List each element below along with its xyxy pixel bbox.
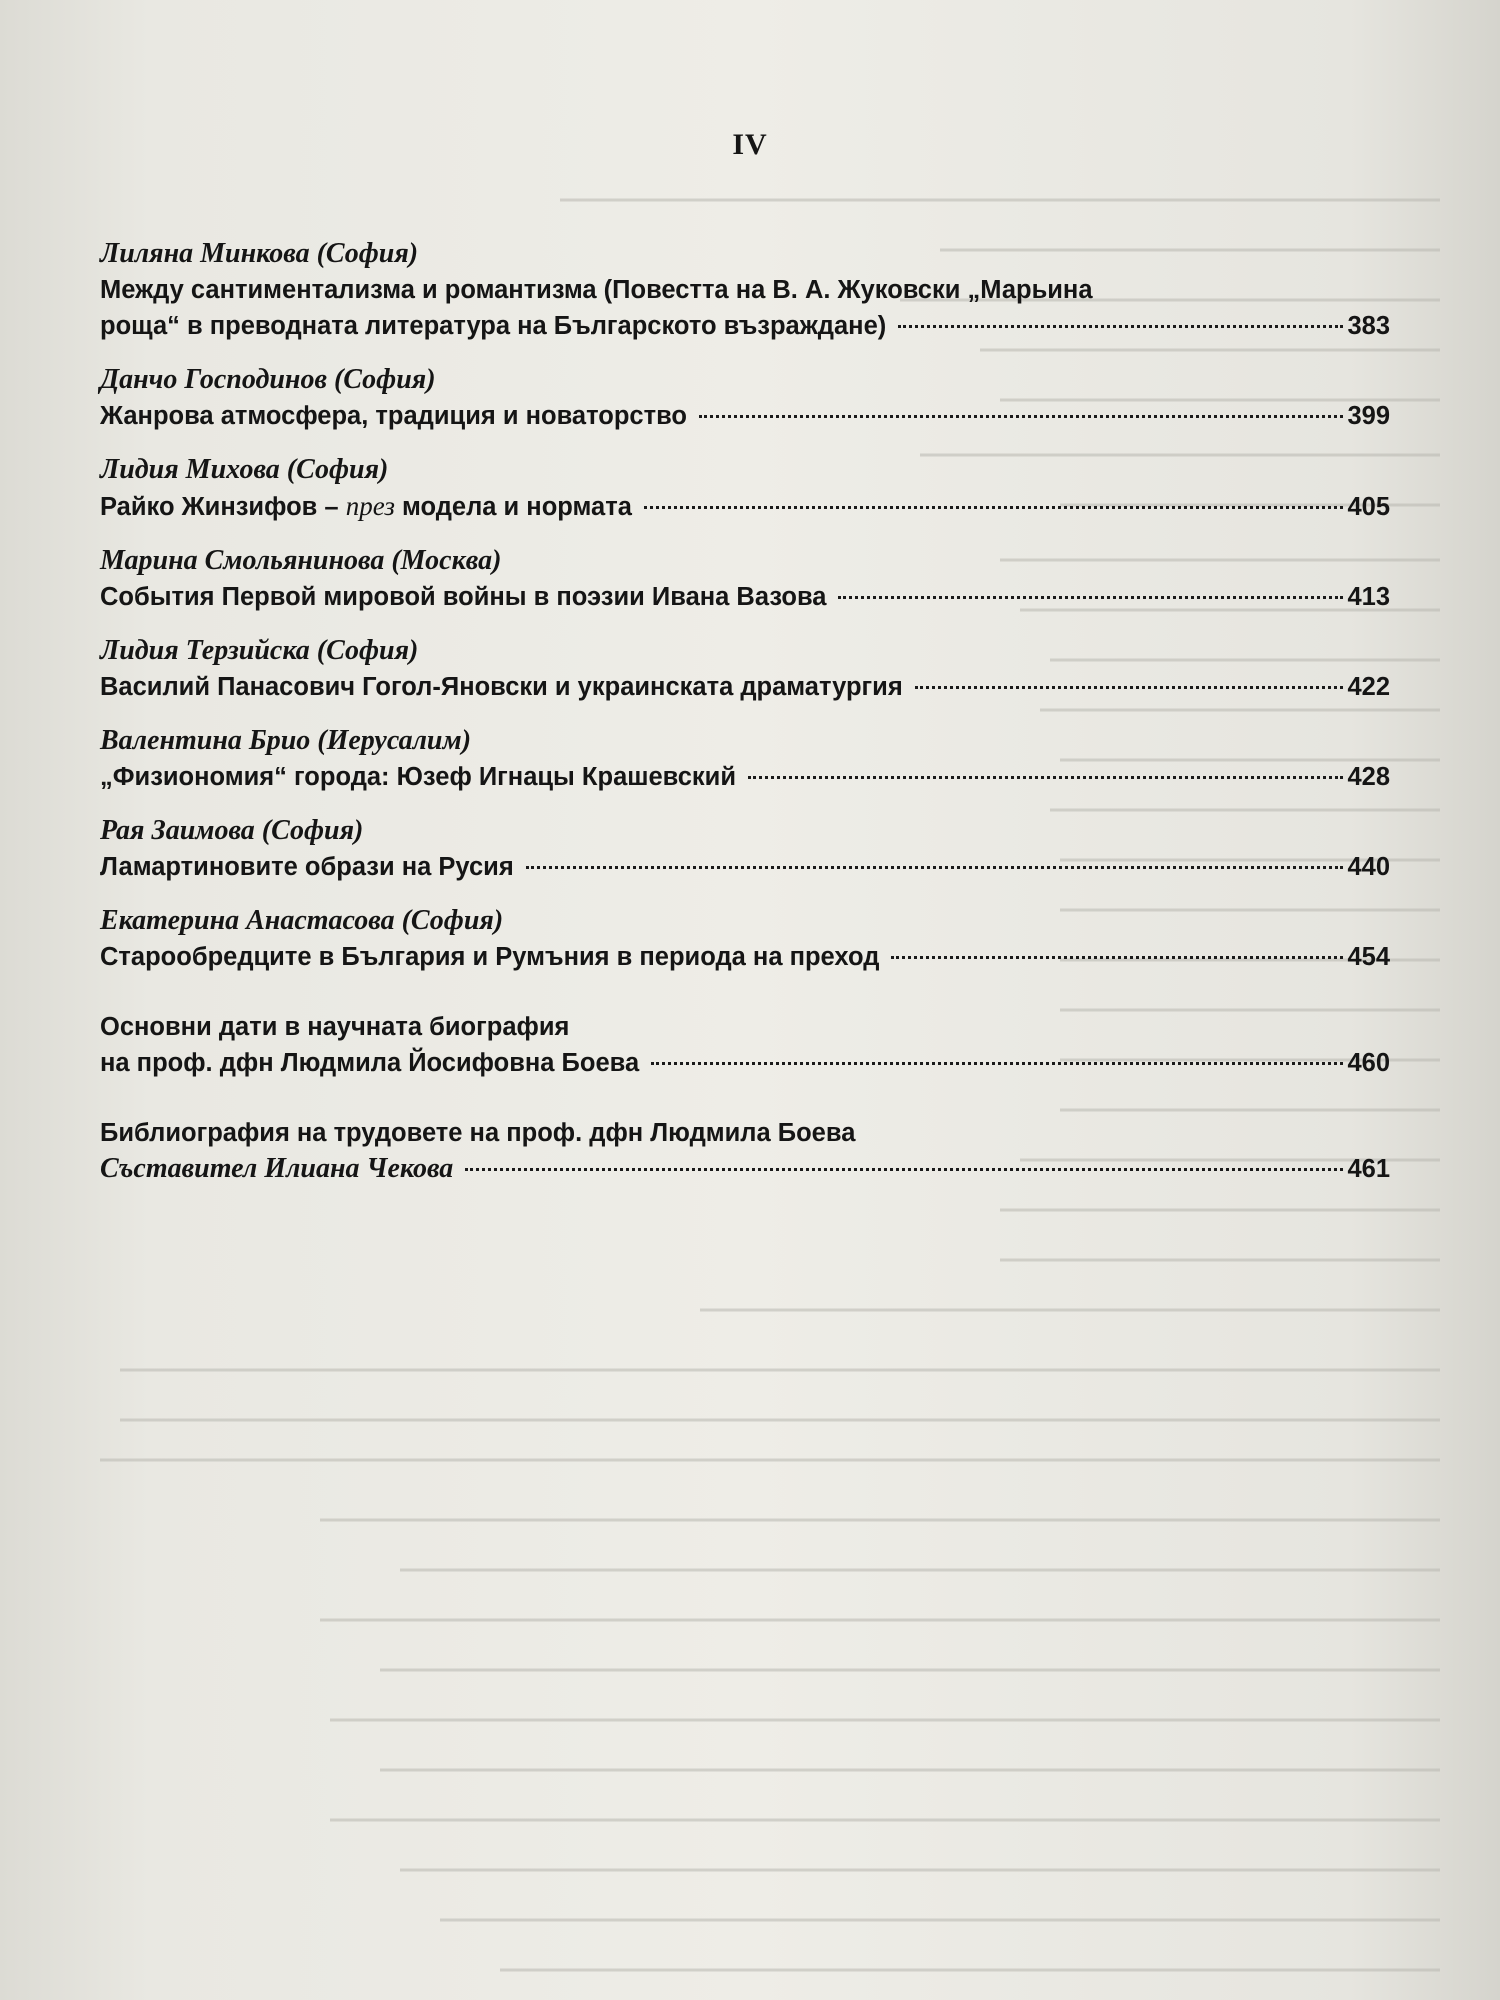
dot-leader xyxy=(465,1168,1343,1171)
page-number: 428 xyxy=(1347,763,1390,791)
entry-row xyxy=(100,308,1390,344)
toc-entry xyxy=(100,813,1390,885)
title-italic-part: през xyxy=(345,491,395,521)
entry-row xyxy=(100,1151,1390,1187)
toc-entry xyxy=(100,362,1390,434)
toc-entry xyxy=(100,452,1390,525)
page-number: 440 xyxy=(1347,853,1390,881)
section-heading: IV xyxy=(732,128,768,161)
entry-title: „Физиономия“ города: Юзеф Игнацы Крашевский xyxy=(100,763,737,791)
dot-leader xyxy=(699,415,1343,418)
entry-author: Екатерина Анастасова (София) xyxy=(100,905,504,936)
entry-row xyxy=(100,398,1390,434)
page-number: 422 xyxy=(1347,673,1390,701)
toc-entry-bibliography xyxy=(100,1115,1390,1187)
page-number: 413 xyxy=(1347,583,1390,611)
entry-author: Данчо Господинов (София) xyxy=(100,364,436,395)
entry-title: Ламартиновите образи на Русия xyxy=(100,853,514,881)
page-number: 399 xyxy=(1347,402,1390,430)
entry-author: Рая Заимова (София) xyxy=(100,815,364,846)
entry-title xyxy=(100,488,632,525)
toc-entry xyxy=(100,723,1390,795)
title-part: модела и нормата xyxy=(394,493,632,521)
entry-title: Между сантиментализма и романтизма (Повестта на В. А. Жуковски „Марьина xyxy=(100,276,1093,304)
entry-author: Валентина Брио (Иерусалим) xyxy=(100,725,472,756)
entry-title: Жанрова атмосфера, традиция и новаторство xyxy=(100,402,687,430)
toc-entry xyxy=(100,543,1390,615)
entry-author: Марина Смольянинова (Москва) xyxy=(100,545,502,576)
entry-row xyxy=(100,1045,1390,1081)
page-number: 460 xyxy=(1347,1049,1390,1077)
entry-row xyxy=(100,669,1390,705)
entry-row xyxy=(100,579,1390,615)
entry-title: События Первой мировой войны в поэзии Ивана Вазова xyxy=(100,583,827,611)
dates-title: Основни дати в научната биография xyxy=(100,1013,570,1041)
dot-leader xyxy=(651,1062,1343,1065)
dot-leader xyxy=(644,506,1344,509)
dot-leader xyxy=(898,325,1343,328)
toc-entry xyxy=(100,236,1390,344)
dot-leader xyxy=(838,596,1343,599)
entry-row xyxy=(100,849,1390,885)
entry-row xyxy=(100,939,1390,975)
title-part: Райко Жинзифов – xyxy=(100,493,346,521)
table-of-contents xyxy=(100,236,1390,1205)
entry-author: Лидия Михова (София) xyxy=(100,454,389,485)
toc-entry xyxy=(100,633,1390,705)
page-number: 405 xyxy=(1347,493,1390,521)
entry-row xyxy=(100,759,1390,795)
entry-title: Василий Панасович Гогол-Яновски и украинската драматургия xyxy=(100,673,903,701)
dot-leader xyxy=(748,776,1343,779)
dot-leader xyxy=(915,686,1344,689)
page-number: 383 xyxy=(1347,312,1390,340)
bibliography-compiler: Съставител Илиана Чекова xyxy=(100,1153,454,1184)
page-number: 461 xyxy=(1347,1155,1390,1183)
entry-title-cont: роща“ в преводната литература на Българското възраждане) xyxy=(100,312,887,340)
bibliography-title: Библиография на трудовете на проф. дфн Людмила Боева xyxy=(100,1119,856,1147)
entry-author: Лиляна Минкова (София) xyxy=(100,238,419,269)
dot-leader xyxy=(891,956,1343,959)
toc-entry-dates xyxy=(100,1009,1390,1081)
toc-entry xyxy=(100,903,1390,975)
entry-row xyxy=(100,488,1390,525)
entry-author: Лидия Терзийска (София) xyxy=(100,635,419,666)
dates-title-cont: на проф. дфн Людмила Йосифовна Боева xyxy=(100,1049,640,1077)
entry-title: Старообредците в България и Румъния в периода на преход xyxy=(100,943,880,971)
page-number: 454 xyxy=(1347,943,1390,971)
dot-leader xyxy=(526,866,1344,869)
